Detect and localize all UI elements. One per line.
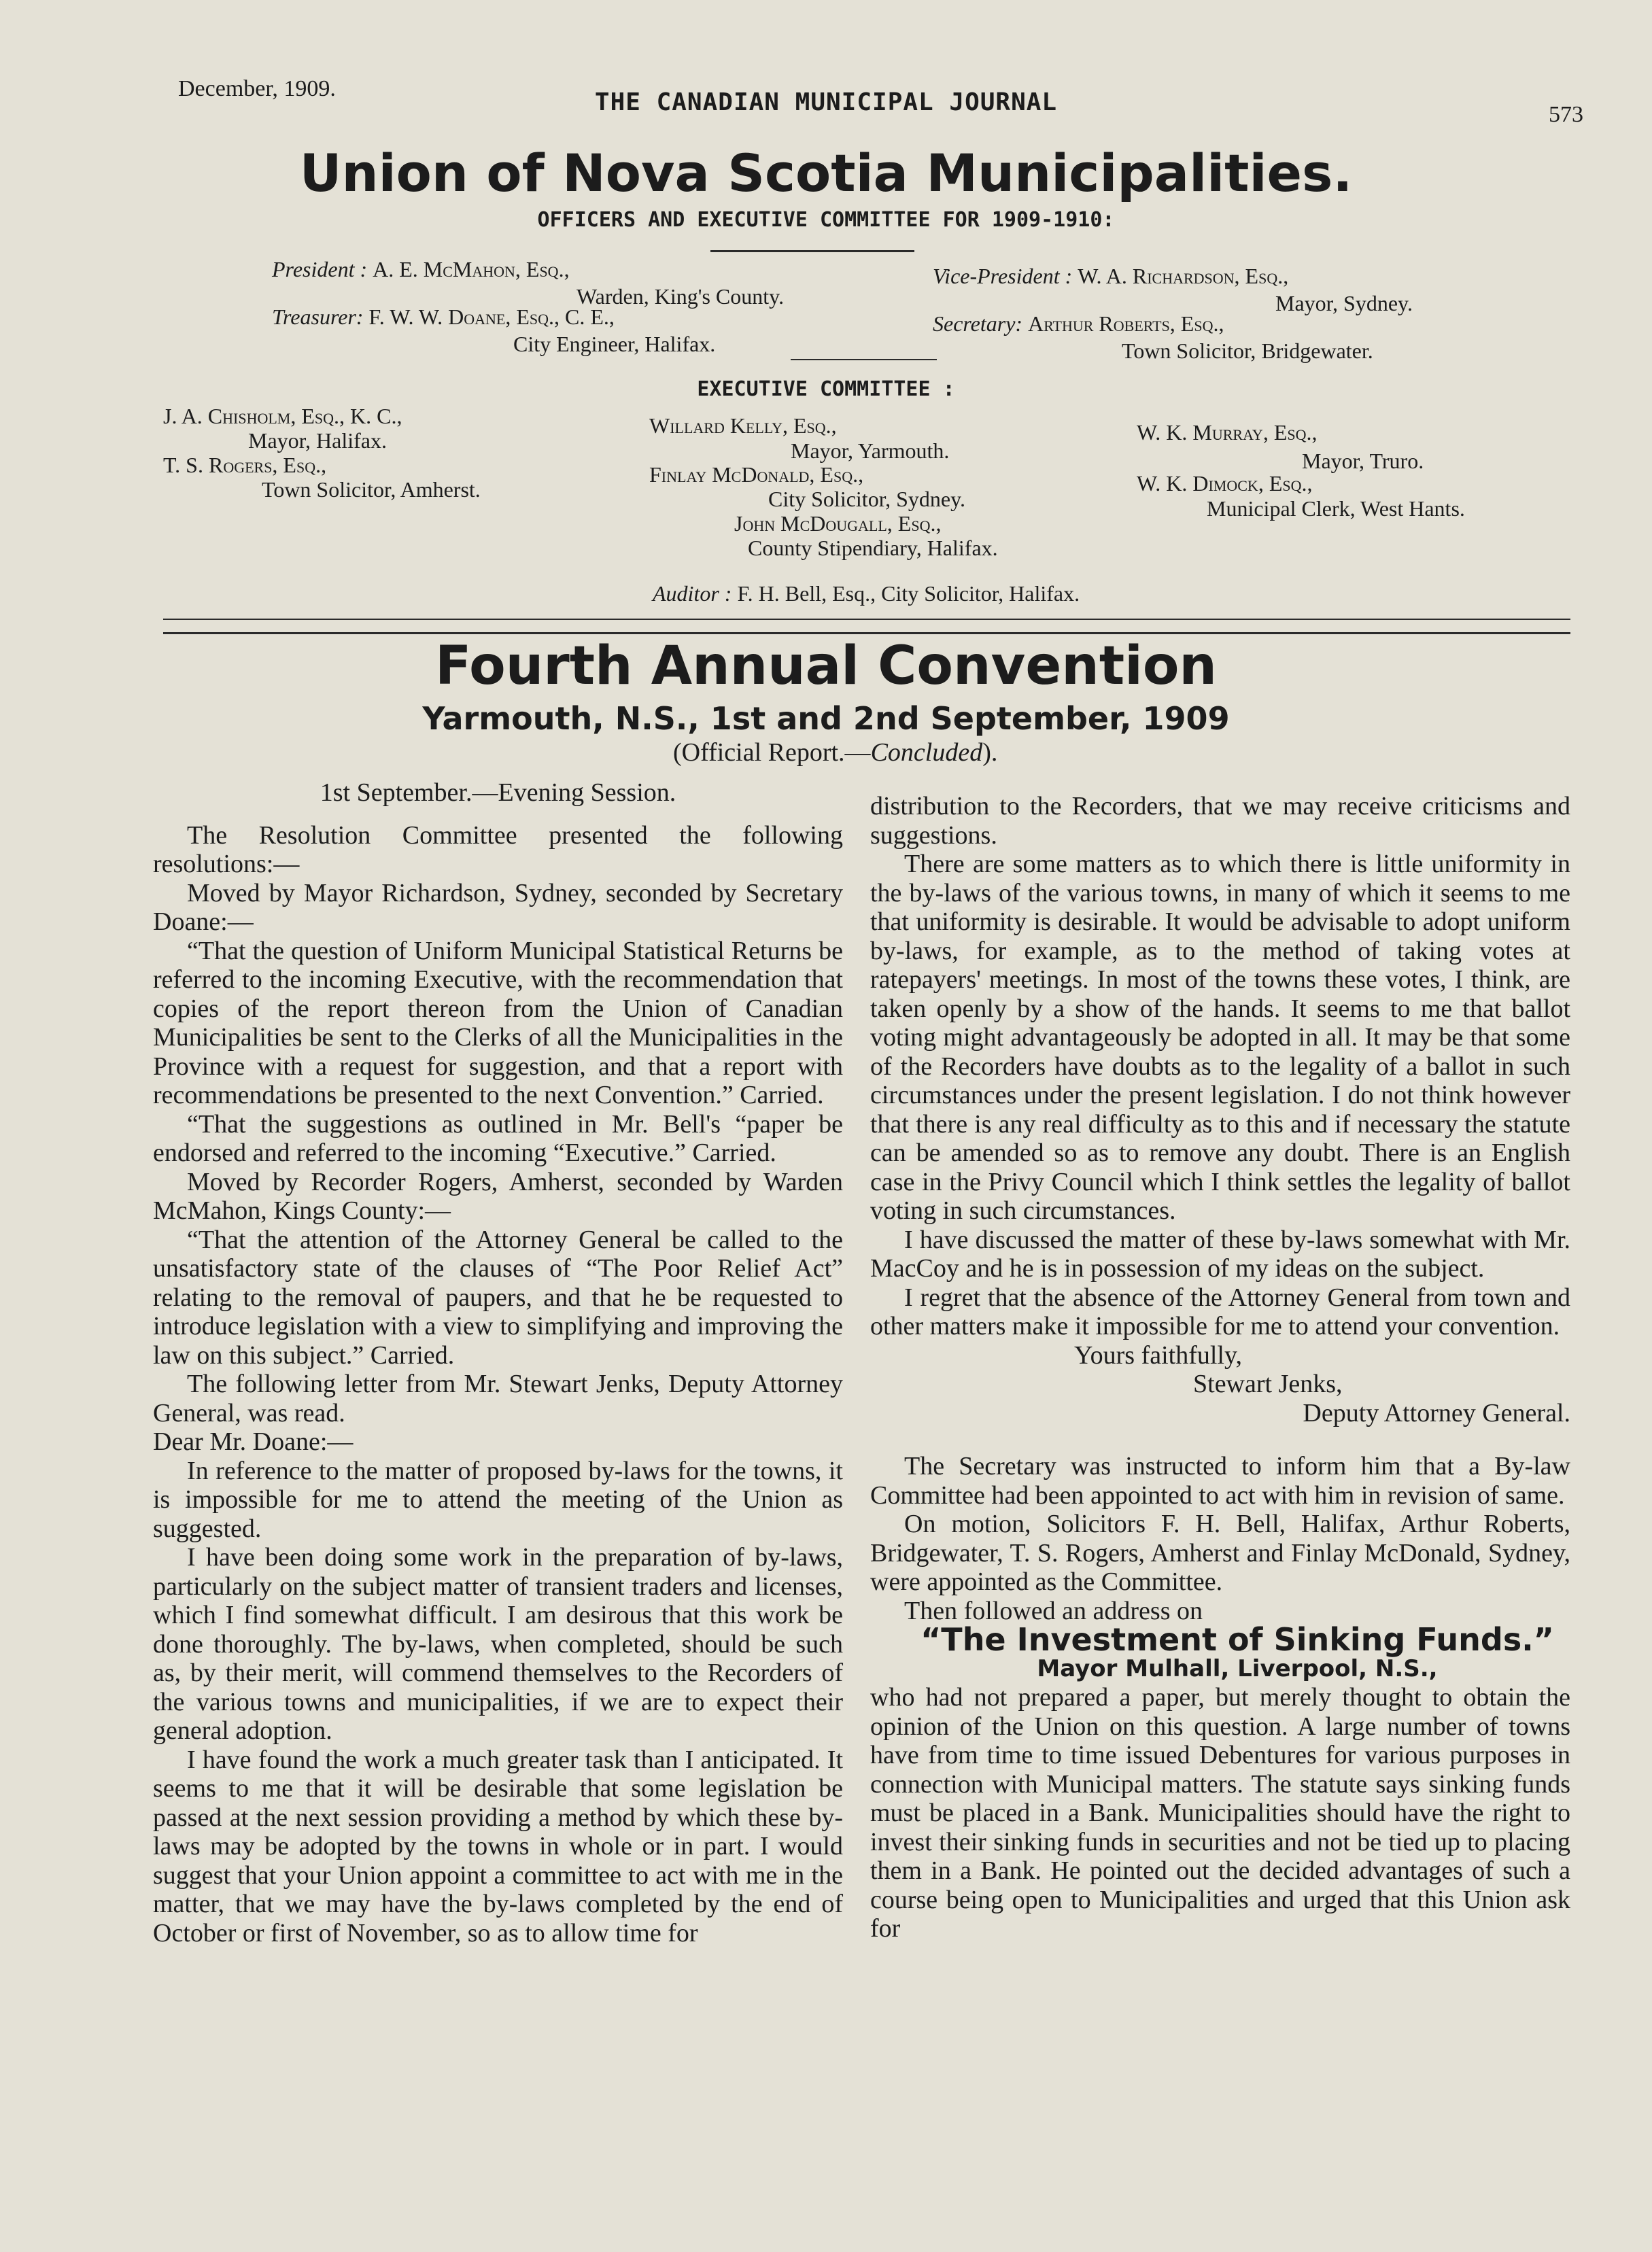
president-line bbox=[272, 257, 570, 281]
exec-center-6: County Stipendiary, Halifax. bbox=[748, 536, 998, 560]
executive-heading: EXECUTIVE COMMITTEE : bbox=[697, 377, 955, 401]
left-paragraph: “That the suggestions as outlined in Mr. Bell's “paper be endorsed and referred to the incoming “Executive.” Carried. bbox=[153, 1109, 843, 1167]
page-number: 573 bbox=[1549, 102, 1583, 127]
session-heading: 1st September.—Evening Session. bbox=[320, 778, 676, 807]
exec-right-2: Mayor, Truro. bbox=[1302, 449, 1424, 473]
right-paragraph: I have discussed the matter of these by-laws somewhat with Mr. MacCoy and he is in possession of my ideas on the subject. bbox=[870, 1225, 1570, 1283]
officers-heading: OFFICERS AND EXECUTIVE COMMITTEE FOR 1909-1910: bbox=[537, 208, 1115, 232]
vp-name: W. A. Richardson, Esq., bbox=[1078, 264, 1289, 288]
signature-closing: Yours faithfully, bbox=[1074, 1340, 1243, 1370]
exec-left-3: T. S. Rogers, Esq., bbox=[163, 453, 327, 477]
treasurer-name: F. W. W. Doane, Esq., C. E., bbox=[368, 305, 615, 329]
secretary-name: Arthur Roberts, Esq., bbox=[1028, 311, 1224, 336]
convention-subtitle: Yarmouth, N.S., 1st and 2nd September, 1909 bbox=[422, 700, 1230, 737]
left-paragraph: “That the question of Uniform Municipal Statistical Returns be referred to the incoming Executive, with the recommendation that copies of the report thereon from the Union of Canadian Municipalities be sent to the Clerks of all the Municipalities in the Province with a request for suggestion, and that a report with recommendations be presented to the next Convention.” Carried. bbox=[153, 936, 843, 1109]
union-title: Union of Nova Scotia Municipalities. bbox=[299, 143, 1353, 203]
right-paragraph: I regret that the absence of the Attorney General from town and other matters make it impossible for me to attend your convention. bbox=[870, 1283, 1570, 1340]
secretary-line bbox=[933, 311, 1224, 336]
official-report-note: (Official Report.—Concluded). bbox=[673, 738, 998, 767]
exec-center-2: Mayor, Yarmouth. bbox=[791, 438, 950, 463]
exec-right-4: Municipal Clerk, West Hants. bbox=[1207, 496, 1465, 521]
salutation: Dear Mr. Doane:— bbox=[153, 1427, 354, 1456]
right-paragraph: On motion, Solicitors F. H. Bell, Halifax, Arthur Roberts, Bridgewater, T. S. Rogers, Amherst and Finlay McDonald, Sydney, were appointed as the Committee. bbox=[870, 1510, 1570, 1596]
left-paragraph: “That the attention of the Attorney General be called to the unsatisfactory state of the clauses of “The Poor Relief Act” relating to the removal of paupers, and that he be requested to introduce legislation with a view to simplifying and improving the law on this subject.” Carried. bbox=[153, 1225, 843, 1370]
auditor-text: F. H. Bell, Esq., City Solicitor, Halifax. bbox=[737, 581, 1080, 606]
signature-name: Stewart Jenks, bbox=[1193, 1370, 1343, 1398]
exec-center-4: City Solicitor, Sydney. bbox=[768, 487, 965, 511]
left-paragraph: I have been doing some work in the preparation of by-laws, particularly on the subject matter of transient traders and licenses, which I find somewhat difficult. I am desirous that this work be done thoroughly. The by-laws, when completed, should be such as, by their merit, will commend themselves to the Recorders of the various towns and municipalities, if we are to expect their general adoption. bbox=[153, 1543, 843, 1745]
right-column bbox=[870, 792, 1570, 1943]
convention-title: Fourth Annual Convention bbox=[435, 636, 1217, 697]
section-divider-1 bbox=[163, 619, 1570, 620]
left-column bbox=[153, 778, 843, 1947]
left-paragraph: Moved by Recorder Rogers, Amherst, seconded by Warden McMahon, Kings County:— bbox=[153, 1167, 843, 1225]
right-paragraph: distribution to the Recorders, that we may receive criticisms and suggestions. bbox=[870, 792, 1570, 850]
president-role: President : bbox=[272, 257, 368, 281]
treasurer-detail: City Engineer, Halifax. bbox=[513, 332, 716, 356]
exec-left-1: J. A. Chisholm, Esq., K. C., bbox=[163, 404, 402, 428]
short-divider bbox=[710, 250, 914, 252]
exec-right-3: W. K. Dimock, Esq., bbox=[1137, 471, 1313, 496]
exec-left-4: Town Solicitor, Amherst. bbox=[262, 477, 481, 502]
sinking-funds-text: who had not prepared a paper, but merely thought to obtain the opinion of the Union on this question. A large number of towns have from time to time issued Debentures for various purposes in connection with Municipal matters. The statute says sinking funds must be placed in a Bank. Municipalities should have the right to invest their sinking funds in securities and not be tied up to placing them in a Bank. He pointed out the decided advantages of such a course being open to Municipalities and urged that this Union ask for bbox=[870, 1683, 1570, 1943]
left-paragraph: The following letter from Mr. Stewart Jenks, Deputy Attorney General, was read. bbox=[153, 1370, 843, 1427]
right-paragraph: The Secretary was instructed to inform him that a By-law Committee had been appointed to act with him in revision of same. bbox=[870, 1452, 1570, 1510]
exec-left-2: Mayor, Halifax. bbox=[248, 428, 387, 453]
sinking-funds-speaker: Mayor Mulhall, Liverpool, N.S., bbox=[1037, 1655, 1438, 1682]
exec-center-1: Willard Kelly, Esq., bbox=[649, 413, 837, 438]
issue-date: December, 1909. bbox=[178, 76, 336, 101]
exec-center-3: Finlay McDonald, Esq., bbox=[649, 462, 864, 487]
left-paragraph: Moved by Mayor Richardson, Sydney, seconded by Secretary Doane:— bbox=[153, 878, 843, 936]
president-detail: Warden, King's County. bbox=[577, 284, 785, 309]
secretary-role: Secretary: bbox=[933, 311, 1023, 336]
left-paragraph: In reference to the matter of proposed by-laws for the towns, it is impossible for me to attend the meeting of the Union as suggested. bbox=[153, 1456, 843, 1543]
sinking-funds-title: “The Investment of Sinking Funds.” bbox=[920, 1621, 1554, 1658]
treasurer-role: Treasurer: bbox=[272, 305, 364, 329]
auditor-line bbox=[653, 581, 1080, 606]
signature-title: Deputy Attorney General. bbox=[1303, 1398, 1570, 1427]
officer-rule bbox=[791, 359, 937, 360]
secretary-detail: Town Solicitor, Bridgewater. bbox=[1122, 339, 1373, 363]
vp-line bbox=[933, 264, 1288, 288]
section-divider-2 bbox=[163, 632, 1570, 634]
treasurer-line bbox=[272, 305, 615, 329]
exec-center-5: John McDougall, Esq., bbox=[734, 511, 942, 536]
journal-title: THE CANADIAN MUNICIPAL JOURNAL bbox=[594, 88, 1058, 116]
left-paragraph: The Resolution Committee presented the following resolutions:— bbox=[153, 820, 843, 878]
president-name: A. E. McMahon, Esq., bbox=[373, 257, 570, 281]
left-paragraph: I have found the work a much greater task than I anticipated. It seems to me that it will be desirable that some legislation be passed at the next session providing a method by which these by-laws may be adopted by the towns in whole or in part. I would suggest that your Union appoint a committee to act with me in the matter, that we may have the by-laws completed by the end of October or first of November, so as to allow time for bbox=[153, 1745, 843, 1947]
auditor-role: Auditor : bbox=[653, 581, 732, 606]
exec-right-1: W. K. Murray, Esq., bbox=[1137, 420, 1318, 445]
vp-detail: Mayor, Sydney. bbox=[1275, 291, 1413, 315]
right-paragraph: Then followed an address on bbox=[904, 1596, 1203, 1625]
vp-role: Vice-President : bbox=[933, 264, 1073, 288]
right-paragraph: There are some matters as to which there is little uniformity in the by-laws of the various towns, in many of which it seems to me that uniformity is desirable. It would be advisable to adopt uniform by-laws, for example, as to the method of taking votes at ratepayers' meetings. In most of the towns these votes, I think, are taken openly by a show of the hands. It seems to me that ballot voting might advantageously be adopted in all. It may be that some of the Recorders have doubts as to the legality of a ballot in such circumstances under the present legislation. I do not think however that there is any real difficulty as to this and if necessary the statute can be amended so as to remove any doubt. There is an English case in the Privy Council which I think settles the legality of ballot voting in such circumstances. bbox=[870, 850, 1570, 1225]
